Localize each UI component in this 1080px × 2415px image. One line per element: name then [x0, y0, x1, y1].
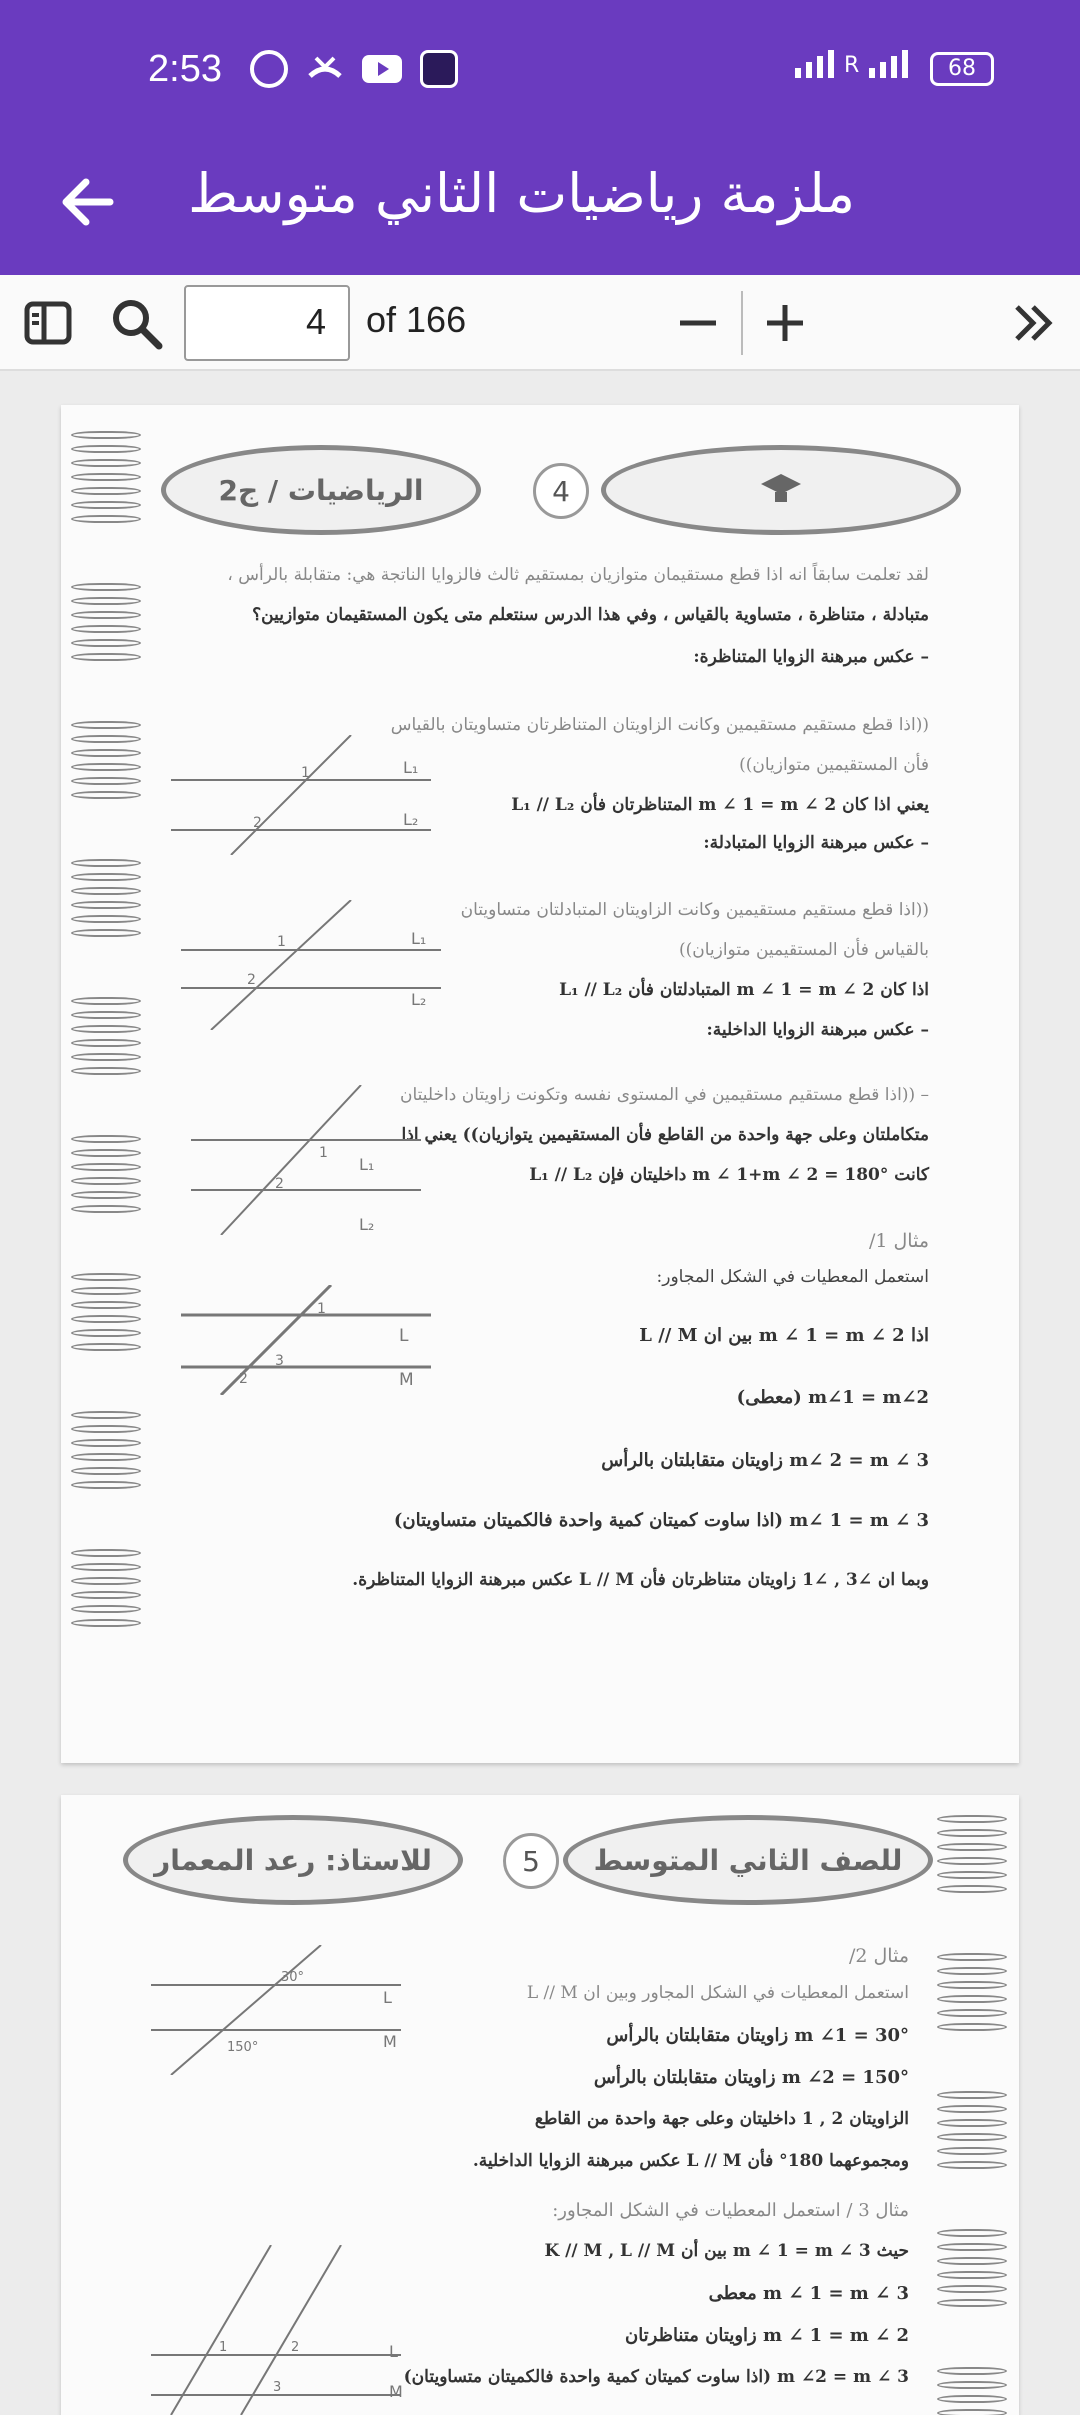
figure-example-2 [151, 1945, 451, 2075]
heading-alternate: – عكس مبرهنة الزوايا المتبادلة: [703, 833, 929, 853]
grade-label: للصف الثاني المتوسط [563, 1815, 933, 1905]
fig2-label-l1: L₁ [411, 929, 427, 948]
graduation-cap-icon [759, 468, 803, 512]
sidebar-toggle-button[interactable] [18, 293, 78, 353]
fig5-label-l: L [383, 1988, 392, 2007]
example-1-line-f: وبما ان ∠3 , ∠1 زاويتان متناظرتان فأن L // M عكس مبرهنة الزوايا المتناظرة. [352, 1570, 929, 1590]
minus-icon [676, 301, 720, 345]
app-icon [420, 50, 458, 88]
figure-example-3 [151, 2245, 451, 2415]
plus-icon [763, 301, 807, 345]
heading-interior: – عكس مبرهنة الزوايا الداخلية: [706, 1020, 929, 1040]
fig3-label-l2: L₂ [359, 1215, 375, 1234]
theorem-2-line-3: اذا كان m ∠ 1 = m ∠ 2 المتبادلتان فأن L₁ // L₂ [559, 980, 929, 1000]
youtube-icon [362, 53, 402, 85]
search-icon [109, 296, 163, 350]
page-header [161, 445, 961, 555]
pdf-page-5[interactable] [61, 1795, 1019, 2415]
subject-label: الرياضيات / ج2 [161, 445, 481, 535]
fig3-angle-2: 2 [275, 1176, 284, 1192]
theorem-1-line-2: فأن المستقيمين متوازيان)) [739, 755, 929, 775]
page-count: of 166 [366, 299, 467, 340]
fig6-angle-2: 2 [291, 2340, 300, 2355]
fig1-angle-1: 1 [301, 765, 310, 781]
example-2-line-b: m ∠1 = 30° زاويتان متقابلتان بالرأس [606, 2025, 909, 2046]
app-bar [0, 140, 1080, 275]
example-3-line-b: m ∠ 1 = m ∠ 3 معطى [708, 2283, 909, 2304]
example-1-line-a: استعمل المعطيات في الشكل المجاور: [656, 1267, 929, 1287]
document-title: ملزمة رياضيات الثاني متوسط [188, 162, 855, 225]
example-1-title: مثال 1/ [868, 1230, 929, 1252]
example-1-line-b: اذا m ∠ 1 = m ∠ 2 بين ان L // M [639, 1325, 929, 1346]
fig1-label-l1: L₁ [403, 758, 419, 777]
fig2-angle-1: 1 [277, 934, 286, 950]
example-3-line-d: m ∠2 = m ∠ 3 (اذا ساوت كميتان كمية واحدة فالكميتان متساويتان) [403, 2367, 909, 2387]
theorem-3-line-2: متكاملتان وعلى جهة واحدة من القاطع فأن المستقيمين يتوازيان)) يعني اذا [401, 1125, 929, 1145]
back-button[interactable] [48, 162, 128, 242]
figure-interior-angles [191, 1085, 441, 1235]
double-chevron-icon [1011, 301, 1055, 345]
zoom-out-button[interactable] [668, 293, 728, 353]
example-1-line-d: m∠ 2 = m ∠ 3 زاويتان متقابلتان بالرأس [601, 1450, 929, 1471]
fig4-angle-1: 1 [317, 1301, 326, 1317]
fig2-label-l2: L₂ [411, 990, 427, 1009]
teacher-label: للاستاذ: رعد المعمار [123, 1815, 463, 1905]
fig5-angle-30: 30° [281, 1970, 305, 1985]
intro-line-2: متبادلة ، متناظرة ، متساوية بالقياس ، وفي هذا الدرس سنتعلم متى يكون المستقيمان متوازيين؟ [252, 605, 929, 625]
notification-icons [250, 50, 458, 88]
example-2-line-c: m ∠2 = 150° زاويتان متقابلتان بالرأس [593, 2067, 909, 2088]
zoom-in-button[interactable] [755, 293, 815, 353]
signal-indicators [795, 50, 908, 78]
fig3-angle-1: 1 [319, 1145, 328, 1161]
fig6-angle-3: 3 [273, 2380, 282, 2395]
fig2-angle-2: 2 [247, 972, 256, 988]
theorem-2-line-1: ((اذا قطع مستقيم مستقيمين وكانت الزاويتان المتبادلتان متساويتان [460, 900, 929, 920]
status-bar [0, 0, 1080, 140]
fig4-label-m: M [399, 1370, 414, 1390]
fig4-label-l: L [399, 1326, 409, 1346]
example-3-title: مثال 3 / استعمل المعطيات في الشكل المجاور: [552, 2200, 909, 2221]
heading-corresponding: – عكس مبرهنة الزوايا المتناظرة: [693, 647, 929, 667]
back-arrow-icon [48, 162, 128, 242]
signal-icon [795, 50, 834, 78]
fig1-angle-2: 2 [253, 815, 262, 831]
example-1-line-e: m∠ 1 = m ∠ 3 (اذا ساوت كميتان كمية واحدة فالكميتان متساويتان) [393, 1510, 929, 1531]
pdf-toolbar [0, 275, 1080, 371]
spiral-binding-right [937, 1815, 1007, 2415]
fig5-angle-150: 150° [227, 2040, 259, 2055]
fig4-angle-2: 2 [239, 1371, 248, 1387]
figure-alternate-angles [181, 900, 461, 1030]
fig5-label-m: M [383, 2032, 397, 2051]
pdf-page-4[interactable] [61, 405, 1019, 1763]
figure-corresponding-angles [171, 735, 451, 855]
page-number-input[interactable]: 4 [184, 285, 350, 361]
example-3-line-c: m ∠ 1 = m ∠ 2 زاويتان متناظرتان [624, 2325, 909, 2346]
more-tools-button[interactable] [1003, 293, 1063, 353]
fig3-label-l1: L₁ [359, 1155, 375, 1174]
logo-oval [601, 445, 961, 535]
theorem-1-line-3: يعني اذا كان m ∠ 1 = m ∠ 2 المتناظرتان فأن L₁ // L₂ [511, 795, 929, 815]
status-time: 2:53 [148, 48, 222, 90]
fig6-label-m: M [389, 2382, 403, 2401]
page-header-5 [123, 1815, 933, 1925]
sidebar-icon [24, 301, 72, 345]
signal-icon-2 [869, 50, 908, 78]
toolbar-divider [741, 291, 743, 355]
page-number-badge-5: 5 [503, 1833, 559, 1889]
fig1-label-l2: L₂ [403, 810, 419, 829]
example-2-title: مثال 2/ [848, 1945, 909, 1967]
fig6-label-l: L [389, 2342, 398, 2361]
example-2-line-d: الزاويتان 2 , 1 داخليتان وعلى جهة واحدة من القاطع [534, 2109, 909, 2129]
example-2-line-e: ومجموعهما 180° فأن L // M عكس مبرهنة الزوايا الداخلية. [472, 2151, 909, 2171]
example-3-line-a: حيث m ∠ 1 = m ∠ 3 بين أن K // M , L // M [544, 2241, 909, 2261]
whatsapp-icon [250, 50, 288, 88]
figure-example-1 [181, 1285, 451, 1395]
theorem-2-line-2: بالقياس فأن المستقيمين متوازيان)) [678, 940, 929, 960]
fig6-angle-1: 1 [219, 2340, 228, 2355]
missed-call-icon [306, 50, 344, 88]
top-bar [0, 0, 1080, 275]
battery-indicator: 68 [930, 52, 994, 86]
theorem-3-line-1: – ((اذا قطع مستقيم مستقيمين في المستوى نفسه وتكونت زاويتان داخليتان [400, 1085, 929, 1105]
intro-line-1: لقد تعلمت سابقاً انه اذا قطع مستقيمان متوازيان بمستقيم ثالث فالزوايا الناتجة هي: متقابلة بالرأس ، [227, 565, 929, 585]
network-type: R [844, 53, 860, 78]
example-1-line-c: m∠1 = m∠2 (معطى) [736, 1387, 929, 1408]
search-button[interactable] [106, 293, 166, 353]
theorem-1-line-1: ((اذا قطع مستقيم مستقيمين وكانت الزاويتان المتناظرتان متساويتان بالقياس [390, 715, 929, 735]
spiral-binding [71, 431, 141, 1633]
page-number-badge: 4 [533, 463, 589, 519]
fig4-angle-3: 3 [275, 1353, 284, 1369]
example-2-line-a: استعمل المعطيات في الشكل المجاور وبين ان L // M [526, 1983, 909, 2003]
theorem-3-line-3: كانت m ∠ 1+m ∠ 2 = 180° داخليتان فإن L₁ // L₂ [529, 1165, 929, 1185]
